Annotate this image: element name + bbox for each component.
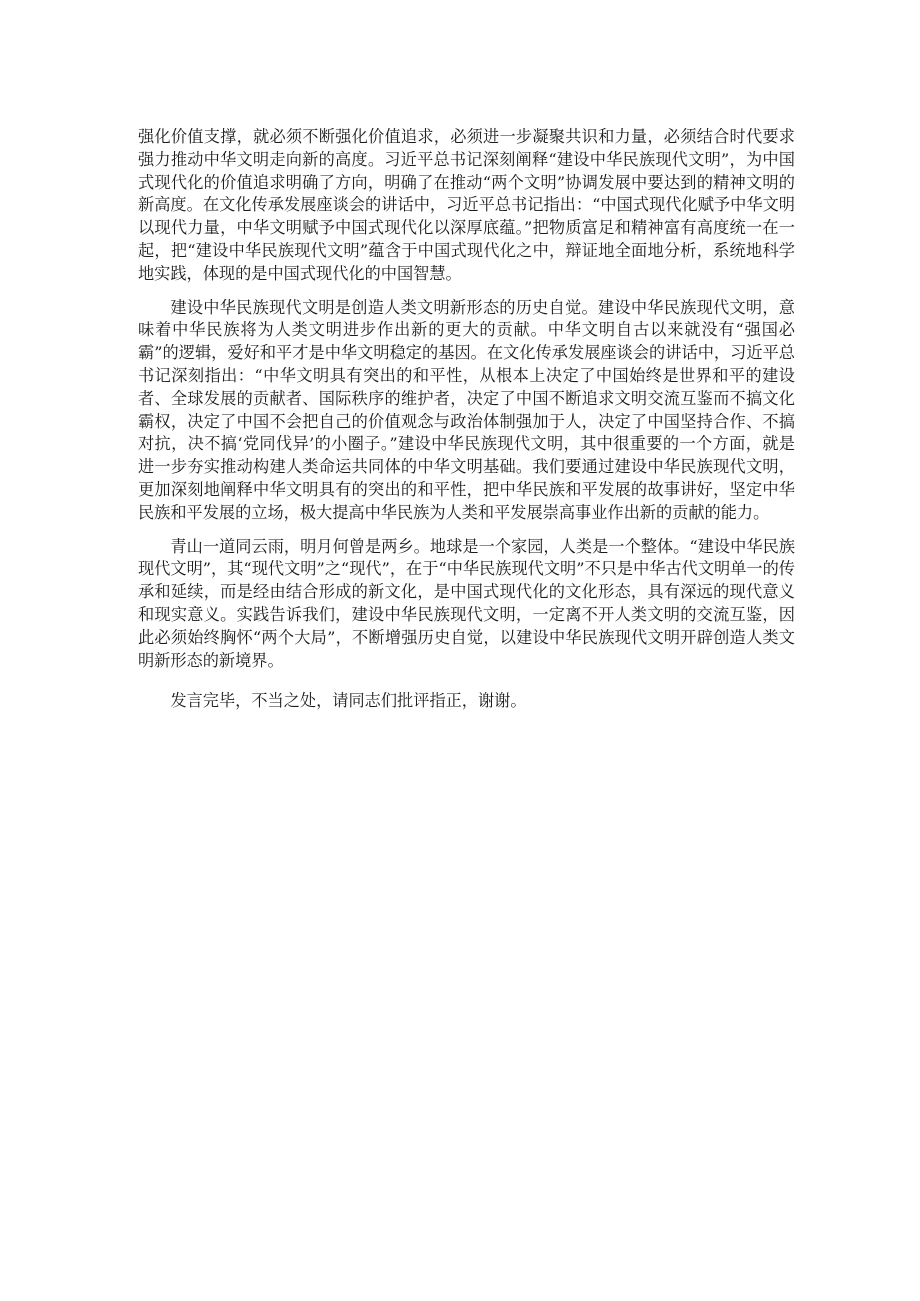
paragraph-modern-civilization: 青山一道同云雨，明月何曾是两乡。地球是一个家园，人类是一个整体。“建设中华民族现代文明”，其“现代文明”之“现代”，在于“中华民族现代文明”不只是中华古代文明单一的传承和延续，而是经由结合形成的新文化，是中国式现代化的文化形态，具有深远的现代意义和现实意义。实践告诉我们，建设中华民族现代文明，一定离不开人类文明的交流互鉴，因此必须始终胸怀“两个大局”，不断增强历史自觉，以建设中华民族现代文明开辟创造人类文明新形态的新境界。 — [138, 536, 795, 670]
paragraph-closing-remark: 发言完毕，不当之处，请同志们批评指正，谢谢。 — [170, 691, 527, 711]
document-body — [138, 126, 795, 724]
paragraph-peace-civilization: 建设中华民族现代文明是创造人类文明新形态的历史自觉。建设中华民族现代文明，意味着中华民族将为人类文明进步作出新的更大的贡献。中华文明自古以来就没有“强国必霸”的逻辑，爱好和平才是中华文明稳定的基因。在文化传承发展座谈会的讲话中，习近平总书记深刻指出：“中华文明具有突出的和平性，从根本上决定了中国始终是世界和平的建设者、全球发展的贡献者、国际秩序的维护者，决定了中国不断追求文明交流互鉴而不搞文化霸权，决定了中国不会把自己的价值观念与政治体制强加于人，决定了中国坚持合作、不搞对抗，决不搞‘党同伐异’的小圈子。”建设中华民族现代文明，其中很重要的一个方面，就是进一步夯实推动构建人类命运共同体的中华文明基础。我们要通过建设中华民族现代文明，更加深刻地阐释中华文明具有的突出的和平性，把中华民族和平发展的故事讲好，坚定中华民族和平发展的立场，极大提高中华民族为人类和平发展崇高事业作出新的贡献的能力。 — [138, 297, 795, 522]
paragraph-continuation: 强化价值支撑，就必须不断强化价值追求，必须进一步凝聚共识和力量，必须结合时代要求强力推动中华文明走向新的高度。习近平总书记深刻阐释“建设中华民族现代文明”，为中国式现代化的价值追求明确了方向，明确了在推动“两个文明”协调发展中要达到的精神文明的新高度。在文化传承发展座谈会的讲话中，习近平总书记指出：“中国式现代化赋予中华文明以现代力量，中华文明赋予中国式现代化以深厚底蕴。”把物质富足和精神富有高度统一在一起，把“建设中华民族现代文明”蕴含于中国式现代化之中，辩证地全面地分析，系统地科学地实践，体现的是中国式现代化的中国智慧。 — [138, 127, 795, 283]
